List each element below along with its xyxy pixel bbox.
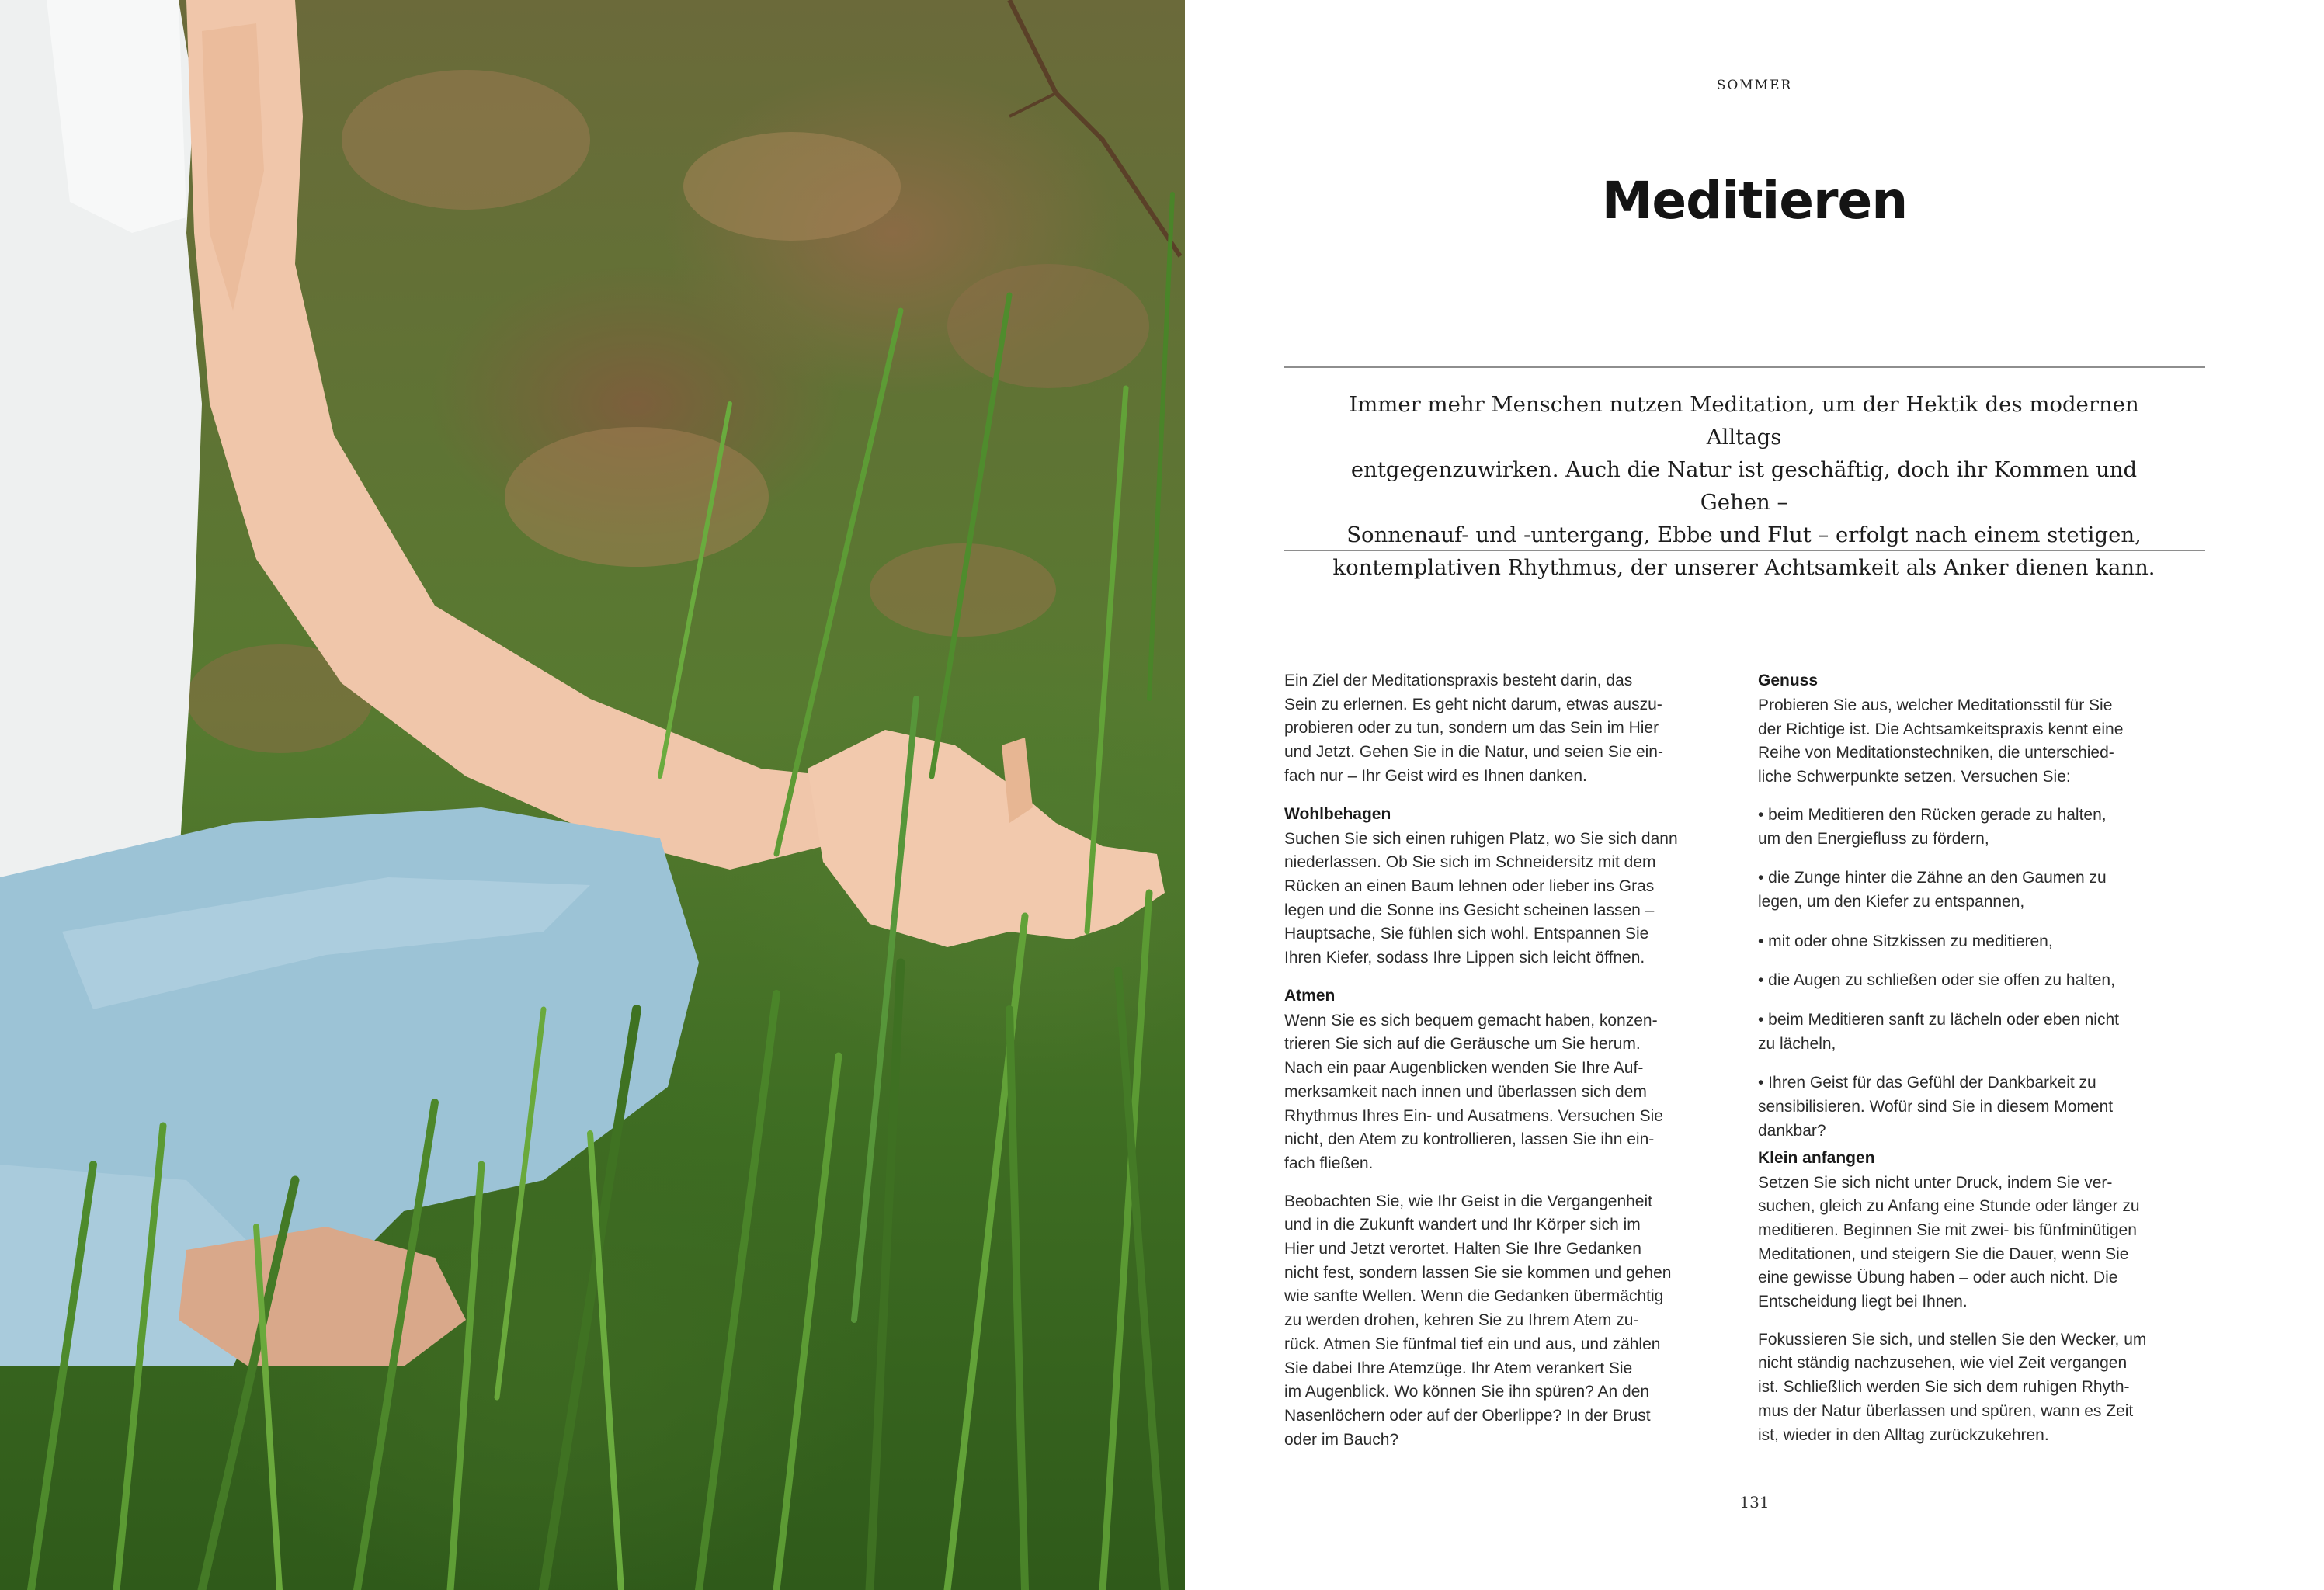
list-item: • mit oder ohne Sitzkissen zu meditieren, xyxy=(1758,932,2053,950)
subheading-klein-anfangen: Klein anfangen xyxy=(1758,1148,1875,1167)
right-column xyxy=(1758,669,2208,1461)
page-number: 131 xyxy=(1739,1493,1770,1512)
intro-paragraph xyxy=(1325,388,2163,584)
list-item: • die Augen zu schließen oder sie offen zu halten, xyxy=(1758,971,2115,990)
section-label: SOMMER xyxy=(1716,78,1793,93)
list-item: • beim Meditieren den Rücken gerade zu halten, um den Energiefluss zu fördern, xyxy=(1758,805,2107,848)
subheading-wohlbehagen: Wohlbehagen xyxy=(1284,804,1391,823)
intro-top-rule xyxy=(1284,366,2205,368)
page-title: Meditieren xyxy=(1601,171,1908,231)
intro-bottom-rule xyxy=(1284,550,2205,551)
body-paragraph: Beobachten Sie, wie Ihr Geist in die Vergangenheit und in die Zukunft wandert und Ihr Körper sich im Hier und Jetzt verortet. Halten Sie Ihre Gedanken nicht fest, sondern lassen Sie sie kommen und gehen wie sanfte Wellen. Wenn die Gedanken übermächtig zu werden drohen, kehren Sie zu Ihrem Atem zu- rück. Atmen Sie fünfmal tief ein und aus, und zählen Sie dabei Ihre Atemzüge. Ihr Atem verankert Sie im Augenblick. Wo können Sie ihn spüren? An den Nasenlöchern oder auf der Oberlippe? In der Brust oder im Bauch? xyxy=(1284,1192,1672,1449)
body-paragraph: Setzen Sie sich nicht unter Druck, indem Sie ver- suchen, gleich zu Anfang eine Stunde oder länger zu meditieren. Beginnen Sie mit zwei- bis fünfminütigen Meditationen, und steigern Sie die Dauer, wenn Sie eine gewisse Übung haben – oder auch nicht. Die Entscheidung liegt bei Ihnen. xyxy=(1758,1173,2140,1311)
body-paragraph: Fokussieren Sie sich, und stellen Sie den Wecker, um nicht ständig nachzusehen, wie viel Zeit vergangen ist. Schließlich werden Sie sich dem ruhigen Rhyth- mus der Natur überlassen und spüren, wann es Zeit ist, wieder in den Alltag zurückzukehren. xyxy=(1758,1330,2147,1444)
twig xyxy=(1009,0,1180,256)
foot xyxy=(179,1227,466,1366)
body-paragraph: Probieren Sie aus, welcher Meditationsstil für Sie der Richtige ist. Die Achtsamkeitspraxis kennt eine Reihe von Meditationstechniken, die unterschied- liche Schwerpunkte setzen. Versuchen Sie: xyxy=(1758,696,2124,786)
body-paragraph: Suchen Sie sich einen ruhigen Platz, wo Sie sich dann niederlassen. Ob Sie sich im Schneidersitz mit dem Rücken an einen Baum lehnen oder lieber ins Gras legen und die Sonne ins Gesicht scheinen lassen – Hauptsache, Sie fühlen sich wohl. Entspannen Sie Ihren Kiefer, sodass Ihre Lippen sich leicht öffnen. xyxy=(1284,829,1678,967)
hand xyxy=(808,730,1165,947)
list-item: • die Zunge hinter die Zähne an den Gaumen zu legen, um den Kiefer zu entspannen, xyxy=(1758,869,2107,911)
list-item: • Ihren Geist für das Gefühl der Dankbarkeit zu sensibilisieren. Wofür sind Sie in diesem Moment dankbar? xyxy=(1758,1074,2114,1140)
body-paragraph: Ein Ziel der Meditationspraxis besteht darin, das Sein zu erlernen. Es geht nicht darum, etwas auszu- probieren oder zu tun, sondern um das Sein im Hier und Jetzt. Gehen Sie in die Natur, und seien Sie ein- fach nur – Ihr Geist wird es Ihnen danken. xyxy=(1284,672,1663,785)
body-paragraph: Wenn Sie es sich bequem gemacht haben, konzen- trieren Sie sich auf die Geräusche um Sie herum. Nach ein paar Augenblicken wenden Sie Ihre Auf- merksamkeit nach innen und überlassen sich dem Rhythmus Ihres Ein- und Ausatmens. Versuchen Sie nicht, den Atem zu kontrollieren, lassen Sie ihn ein- fach fließen. xyxy=(1284,1011,1663,1172)
subheading-atmen: Atmen xyxy=(1284,986,1336,1005)
text-page xyxy=(1185,0,2324,1590)
technique-list xyxy=(1758,804,2208,1144)
intro-text: Immer mehr Menschen nutzen Meditation, um der Hektik des modernen Alltags entgegenzuwirken. Auch die Natur ist geschäftig, doch ihr Kommen und Gehen – Sonnenauf- und -untergang, Ebbe und Flut – erfolgt nach einem stetigen, kontemplativen Rhythmus, der unserer Achtsamkeit als Anker dienen kann. xyxy=(1332,392,2156,580)
list-item: • beim Meditieren sanft zu lächeln oder eben nicht zu lächeln, xyxy=(1758,1011,2119,1053)
subheading-genuss: Genuss xyxy=(1758,672,1819,689)
left-column xyxy=(1284,669,1735,1466)
